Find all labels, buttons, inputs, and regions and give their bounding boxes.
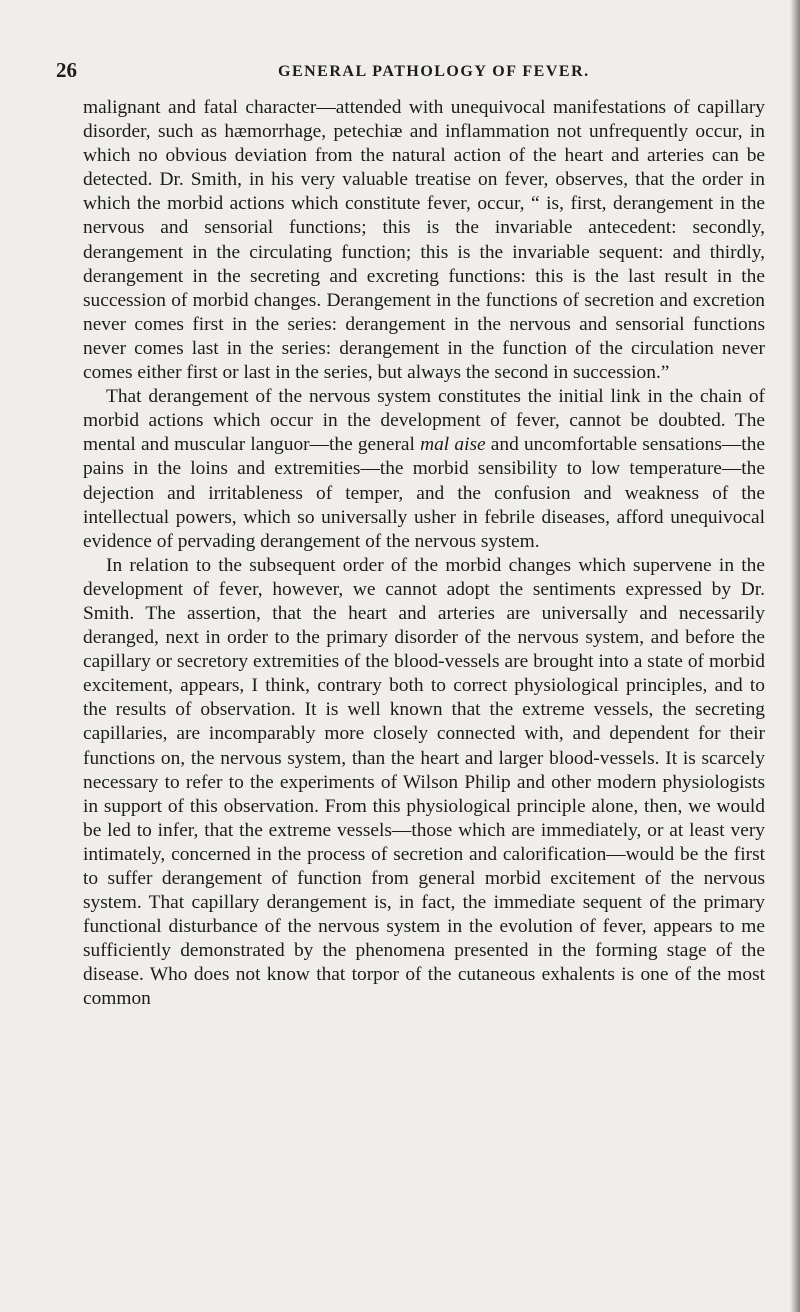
paragraph-2-part-2: and uncomfortable sensations—the pains in the loins and extremities—the morbid sensibility to low temperature—the dejection and irritableness of temper, and the confusion and weakness of the intellectual powers, which so universally usher in febrile diseases, afford unequivocal evidence of pervading derangement of the nervous system. <box>83 434 765 552</box>
running-head <box>56 58 756 88</box>
paragraph-1: malignant and fatal character—attended with unequivocal manifestations of capillary disorder, such as hæmorrhage, petechiæ and inflammation not unfrequently occur, in which no obvious deviation from the natural action of the heart and arteries can be detected. Dr. Smith, in his very valuable treatise on fever, observes, that the order in which the morbid actions which constitute fever, occur, “ is, first, derangement in the nervous and sensorial functions; this is the invariable antecedent: secondly, derangement in the circulating function; this is the invariable sequent: and thirdly, derangement in the secreting and excreting functions: this is the last result in the succession of morbid changes. Derangement in the functions of secretion and excretion never comes first in the series: derangement in the nervous and sensorial functions never comes last in the series: derangement in the function of the circulation never comes either first or last in the series, but always the second in succession.” <box>83 97 765 384</box>
page-edge-shadow <box>790 0 800 1312</box>
paragraph-2 <box>83 385 765 554</box>
running-head-title: GENERAL PATHOLOGY OF FEVER. <box>278 63 590 80</box>
page-number: 26 <box>56 58 77 82</box>
body-text <box>83 96 765 1012</box>
paragraph-2-italic-term: mal aise <box>420 434 486 456</box>
paragraph-3: In relation to the subsequent order of the morbid changes which supervene in the development of fever, however, we cannot adopt the sentiments expressed by Dr. Smith. The assertion, that the heart and arteries are universally and necessarily deranged, next in order to the primary disorder of the nervous system, and before the capillary or secretory extremities of the blood-vessels are brought into a state of morbid excitement, appears, I think, contrary both to correct physiological principles, and to the results of observation. It is well known that the extreme vessels, the secreting capillaries, are incomparably more closely connected with, and dependent for their functions on, the nervous system, than the heart and larger blood-vessels. It is scarcely necessary to refer to the experiments of Wilson Philip and other modern physiologists in support of this observation. From this physiological principle alone, then, we would be led to infer, that the extreme vessels—those which are immediately, or at least very intimately, concerned in the process of secretion and calorification—would be the first to suffer derangement of function from general morbid excitement of the nervous system. That capillary derangement is, in fact, the immediate sequent of the primary functional disturbance of the nervous system in the evolution of fever, appears to me sufficiently demonstrated by the phenomena presented in the forming stage of the disease. Who does not know that torpor of the cutaneous exhalents is one of the most common <box>83 554 765 1010</box>
paragraph-2-part-1: That derangement of the nervous system constitutes the initial link in the chain of morbid actions which occur in the development of fever, cannot be doubted. The mental and muscular languor—the general <box>83 386 765 456</box>
